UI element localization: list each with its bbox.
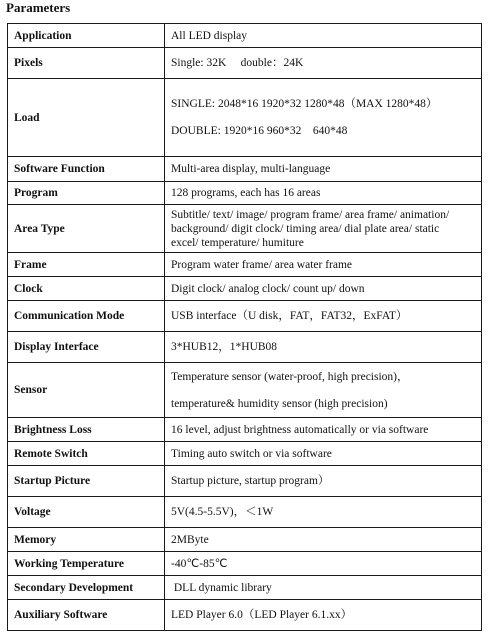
table-row — [8, 552, 482, 576]
table-row — [8, 363, 482, 418]
value-line: Digit clock/ analog clock/ count up/ down — [171, 282, 365, 295]
value-line: Timing auto switch or via software — [171, 447, 332, 460]
param-label: Secondary Development — [8, 576, 165, 600]
param-label: Software Function — [8, 157, 165, 182]
value-line: 3*HUB12，1*HUB08 — [171, 341, 278, 353]
table-row — [8, 418, 482, 442]
param-label: Startup Picture — [8, 466, 165, 497]
param-label: Program — [8, 182, 165, 205]
value-line: -40℃-85℃ — [171, 557, 228, 570]
value-line: 2MByte — [171, 533, 209, 546]
param-label: Communication Mode — [8, 301, 165, 332]
param-label: Area Type — [8, 205, 165, 253]
param-value — [165, 497, 482, 528]
param-value — [165, 363, 482, 418]
value-line: USB interface（U disk，FAT，FAT32，ExFAT） — [171, 310, 408, 322]
param-value — [165, 157, 482, 182]
table-row — [8, 253, 482, 277]
table-row — [8, 24, 482, 48]
table-row — [8, 157, 482, 182]
value-line: 5V(4.5-5.5V)，＜1W — [171, 506, 274, 518]
param-value — [165, 552, 482, 576]
value-line: 16 level, adjust brightness automatically or via software — [171, 423, 429, 436]
value-line: LED Player 6.0（LED Player 6.1.xx） — [171, 609, 353, 621]
table-row — [8, 205, 482, 253]
param-label: Working Temperature — [8, 552, 165, 576]
param-value — [165, 205, 482, 253]
param-value — [165, 466, 482, 497]
param-label: Application — [8, 24, 165, 48]
param-label: Brightness Loss — [8, 418, 165, 442]
value-line: Single: 32K double：24K — [171, 57, 304, 69]
param-value — [165, 418, 482, 442]
param-value — [165, 253, 482, 277]
value-line: Program water frame/ area water frame — [171, 258, 353, 271]
table-row — [8, 442, 482, 466]
param-label: Sensor — [8, 363, 165, 418]
table-row — [8, 48, 482, 79]
value-line: Multi-area display, multi-language — [171, 163, 331, 175]
param-label: Remote Switch — [8, 442, 165, 466]
param-label: Pixels — [8, 48, 165, 79]
param-value — [165, 332, 482, 363]
table-row — [8, 576, 482, 600]
table-row — [8, 497, 482, 528]
param-label: Display Interface — [8, 332, 165, 363]
param-value — [165, 600, 482, 631]
param-label: Voltage — [8, 497, 165, 528]
table-row — [8, 332, 482, 363]
value-line: 128 programs, each has 16 areas — [171, 187, 321, 199]
param-value — [165, 528, 482, 552]
param-value — [165, 442, 482, 466]
param-value — [165, 182, 482, 205]
param-label: Load — [8, 79, 165, 157]
value-line: Temperature sensor (water-proof, high precision)， — [171, 370, 409, 383]
param-value — [165, 301, 482, 332]
table-row — [8, 466, 482, 497]
param-label: Memory — [8, 528, 165, 552]
table-row — [8, 182, 482, 205]
param-value — [165, 576, 482, 600]
page-title: Parameters — [6, 0, 71, 15]
param-label: Clock — [8, 277, 165, 301]
table-row — [8, 600, 482, 631]
param-label: Frame — [8, 253, 165, 277]
parameters-table — [7, 23, 482, 631]
value-line: temperature& humidity sensor (high precision) — [171, 397, 388, 410]
table-row — [8, 79, 482, 157]
value-line: All LED display — [171, 29, 248, 42]
value-line: SINGLE: 2048*16 1920*32 1280*48（MAX 1280*48） — [171, 98, 438, 110]
value-line: background/ digit clock/ timing area/ dial plate area/ static — [171, 222, 440, 235]
table-row — [8, 301, 482, 332]
param-value — [165, 48, 482, 79]
value-line: DLL dynamic library — [171, 581, 272, 594]
value-line: Subtitle/ text/ image/ program frame/ area frame/ animation/ — [171, 208, 450, 221]
table-row — [8, 528, 482, 552]
value-line: Startup picture, startup program） — [171, 475, 330, 487]
param-value — [165, 277, 482, 301]
param-value — [165, 79, 482, 157]
table-row — [8, 277, 482, 301]
param-value — [165, 24, 482, 48]
value-line: excel/ temperature/ humiture — [171, 236, 304, 249]
value-line: DOUBLE: 1920*16 960*32 640*48 — [171, 125, 348, 137]
param-label: Auxiliary Software — [8, 600, 165, 631]
